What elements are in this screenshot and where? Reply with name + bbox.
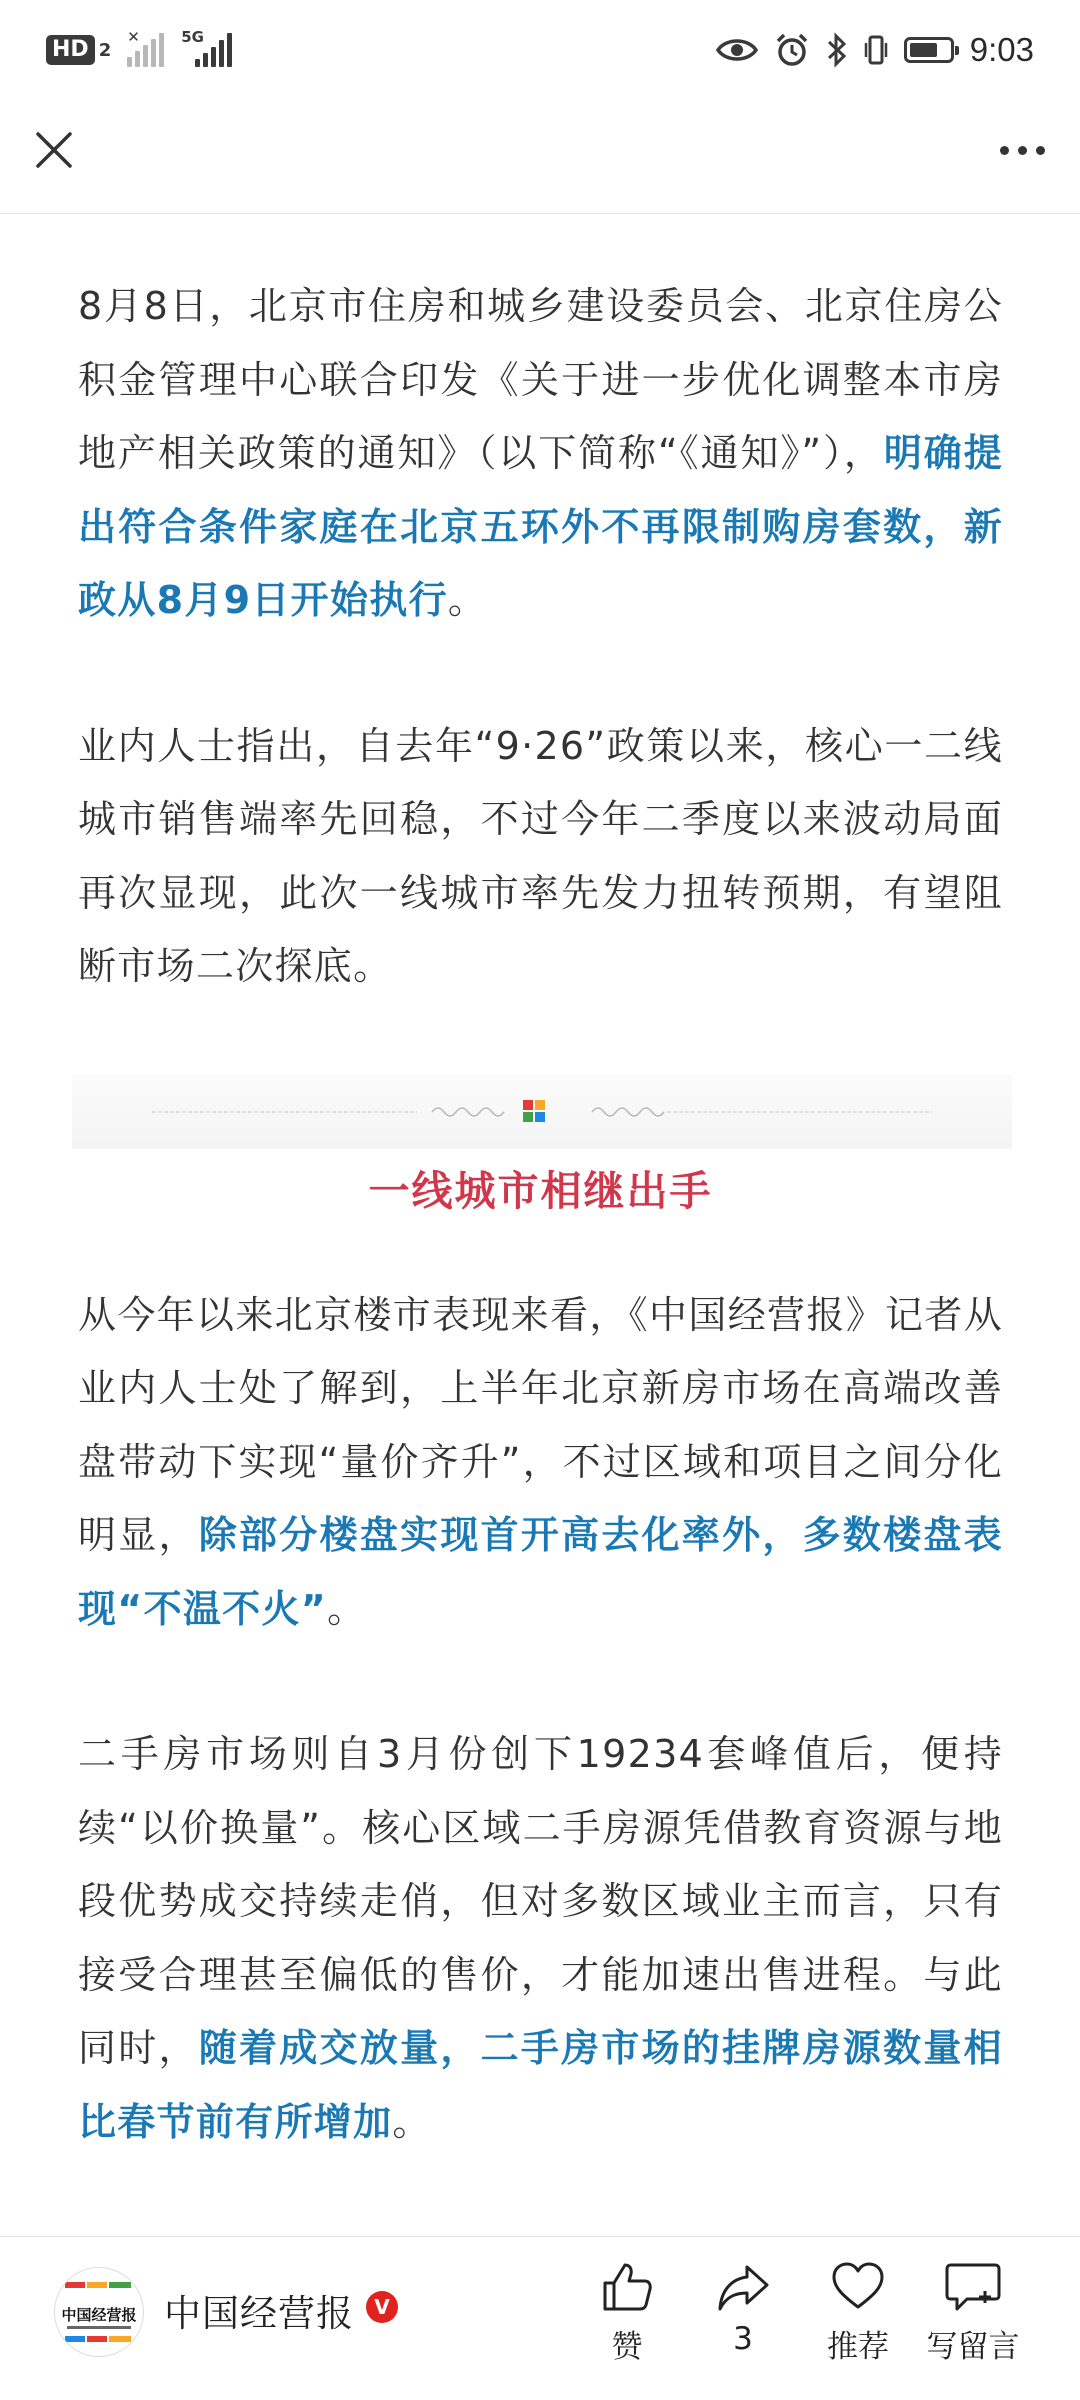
paragraph-3-end: 。	[327, 1586, 367, 1631]
paragraph-1-text: 8月8日，北京市住房和城乡建设委员会、北京住房公积金管理中心联合印发《关于进一步优化调整本市房地产相关政策的通知》（以下简称“《通知》”），	[78, 284, 1003, 475]
paragraph-gap	[78, 1646, 1003, 1718]
thumbs-up-icon	[599, 2259, 655, 2315]
share-button[interactable]	[688, 2259, 798, 2357]
share-count: 3	[733, 2321, 753, 2357]
verified-badge-icon: V	[366, 2291, 398, 2323]
paragraph-3	[78, 1279, 1003, 1647]
article-body	[78, 270, 1003, 2159]
comment-add-icon	[943, 2259, 1003, 2315]
paragraph-1-end: 。	[447, 578, 488, 622]
alarm-icon	[774, 32, 810, 68]
divider-ornament-icon	[72, 1074, 1012, 1149]
section-divider-ornament	[72, 1074, 1012, 1149]
like-button[interactable]	[572, 2259, 682, 2366]
bluetooth-icon	[826, 32, 848, 68]
signal-5g-icon	[181, 28, 237, 67]
share-arrow-icon	[715, 2259, 771, 2315]
account-avatar[interactable]	[54, 2267, 144, 2357]
status-right	[716, 31, 1034, 69]
paragraph-1-highlight: 明确提出符合条件家庭在北京五环外不再限制购房套数，新政从8月9日开始执行	[78, 431, 1003, 622]
paragraph-3-highlight: 除部分楼盘实现首开高去化率外，多数楼盘表现“不温不火”	[78, 1513, 1003, 1631]
write-comment-button[interactable]	[918, 2259, 1028, 2366]
paragraph-1	[78, 270, 1003, 638]
nav-bar	[0, 100, 1080, 214]
paragraph-gap	[78, 1221, 1003, 1279]
more-dot	[1000, 146, 1009, 155]
more-icon[interactable]	[994, 128, 1050, 172]
clock: 9:03	[969, 31, 1034, 68]
paragraph-2: 业内人士指出，自去年“9·26”政策以来，核心一二线城市销售端率先回稳，不过今年二季度以来波动局面再次显现，此次一线城市率先发力扭转预期，有望阻断市场二次探底。	[78, 723, 1003, 988]
paragraph-3-text: 从今年以来北京楼市表现来看，《中国经营报》记者从业内人士处了解到，上半年北京新房市场在高端改善盘带动下实现“量价齐升”，不过区域和项目之间分化明显，	[78, 1292, 1003, 1557]
like-label: 赞	[611, 2329, 643, 2365]
heart-icon	[830, 2259, 886, 2315]
paragraph-4-text: 二手房市场则自3月份创下19234套峰值后，便持续“以价换量”。核心区域二手房源凭借教育资源与地段优势成交持续走俏，但对多数区域业主而言，只有接受合理甚至偏低的售价，才能加速出售进程。与此同时，	[78, 1732, 1003, 2070]
account-name[interactable]: 中国经营报	[164, 2292, 354, 2335]
eye-icon	[716, 35, 758, 65]
newspaper-logo-icon	[55, 2268, 143, 2356]
paragraph-4-end: 。	[392, 2099, 432, 2144]
vibrate-icon	[864, 33, 888, 67]
paragraph-gap	[78, 638, 1003, 710]
hd-label: HD	[46, 35, 95, 65]
hd-sub-label: 2	[98, 39, 112, 61]
recommend-label: 推荐	[827, 2329, 889, 2365]
status-bar	[0, 0, 1080, 100]
signal-sim1-icon: ✕	[127, 33, 165, 67]
write-comment-label: 写留言	[926, 2329, 1020, 2365]
more-dot	[1036, 146, 1045, 155]
bottom-action-bar	[0, 2236, 1080, 2400]
status-left	[46, 28, 237, 67]
network-label: 5G	[181, 28, 204, 46]
section-heading: 一线城市相继出手	[368, 1166, 713, 1215]
paragraph-4	[78, 1718, 1003, 2159]
logo-text: 中国经营报	[61, 2306, 137, 2324]
paragraph-4-highlight: 随着成交放量，二手房市场的挂牌房源数量相比春节前有所增加	[78, 2026, 1003, 2144]
battery-fill	[910, 43, 937, 57]
more-dot	[1018, 146, 1027, 155]
battery-icon	[904, 37, 954, 63]
hd-volte-icon	[46, 35, 111, 65]
recommend-button[interactable]	[803, 2259, 913, 2366]
close-icon[interactable]	[30, 126, 78, 174]
